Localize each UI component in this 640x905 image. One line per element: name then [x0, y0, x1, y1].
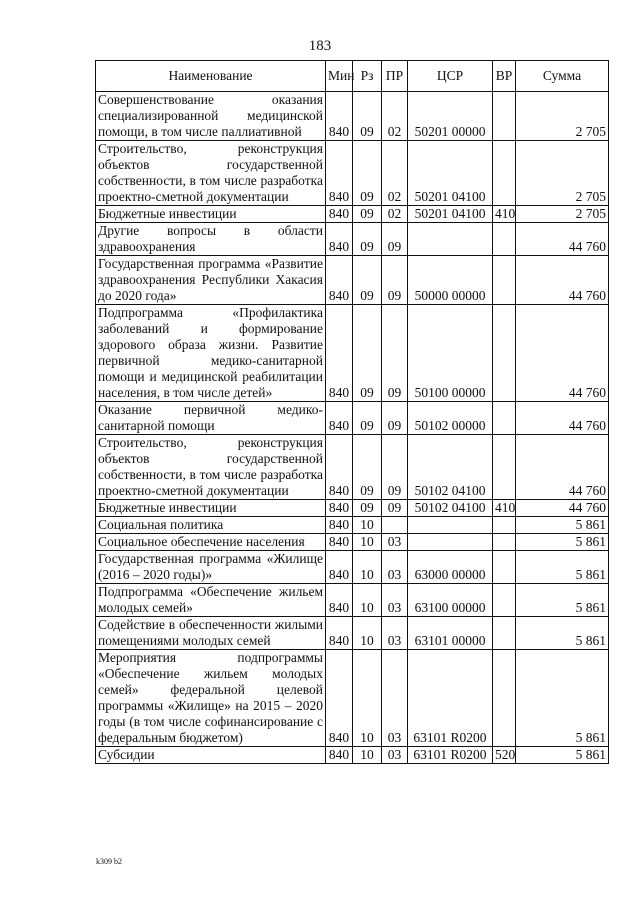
row-name-cell: Строительство, реконструкция объектов государственной собственности, в том числе разработка проектно-сметной документации	[96, 141, 326, 206]
row-rz-cell: 09	[353, 305, 382, 402]
row-sum-cell: 5 861	[516, 584, 609, 617]
row-name-cell: Оказание первичной медико-санитарной помощи	[96, 402, 326, 435]
row-rz-cell: 09	[353, 435, 382, 500]
row-vr-cell	[493, 551, 516, 584]
row-pr-cell: 02	[382, 206, 408, 223]
row-csr-cell: 63000 00000	[408, 551, 493, 584]
header-vr: ВР	[493, 61, 516, 92]
row-csr-cell: 63101 R0200	[408, 747, 493, 764]
row-sum-cell: 44 760	[516, 402, 609, 435]
header-name: Наименование	[96, 61, 326, 92]
row-min-cell: 840	[326, 500, 353, 517]
row-sum-cell: 2 705	[516, 206, 609, 223]
row-min-cell: 840	[326, 551, 353, 584]
row-vr-cell	[493, 402, 516, 435]
row-sum-cell: 2 705	[516, 141, 609, 206]
row-pr-cell: 09	[382, 305, 408, 402]
row-vr-cell	[493, 517, 516, 534]
budget-table	[95, 60, 609, 764]
row-min-cell: 840	[326, 517, 353, 534]
table-row	[96, 92, 609, 141]
row-rz-cell: 09	[353, 256, 382, 305]
row-pr-cell: 03	[382, 584, 408, 617]
row-pr-cell: 09	[382, 435, 408, 500]
row-csr-cell: 50102 04100	[408, 500, 493, 517]
row-sum-cell: 44 760	[516, 256, 609, 305]
row-csr-cell: 63101 R0200	[408, 650, 493, 747]
row-rz-cell: 10	[353, 747, 382, 764]
row-sum-cell: 5 861	[516, 551, 609, 584]
row-rz-cell: 09	[353, 402, 382, 435]
row-min-cell: 840	[326, 256, 353, 305]
table-row	[96, 517, 609, 534]
row-min-cell: 840	[326, 747, 353, 764]
row-vr-cell	[493, 141, 516, 206]
row-csr-cell: 50201 04100	[408, 206, 493, 223]
row-sum-cell: 5 861	[516, 517, 609, 534]
row-vr-cell	[493, 435, 516, 500]
row-sum-cell: 5 861	[516, 617, 609, 650]
row-csr-cell: 50102 04100	[408, 435, 493, 500]
row-name-cell: Государственная программа «Жилище (2016 – 2020 годы)»	[96, 551, 326, 584]
page-number: 183	[308, 38, 332, 54]
row-min-cell: 840	[326, 650, 353, 747]
table-row	[96, 650, 609, 747]
row-vr-cell: 520	[493, 747, 516, 764]
row-pr-cell: 09	[382, 402, 408, 435]
row-sum-cell: 44 760	[516, 500, 609, 517]
table-row	[96, 584, 609, 617]
row-rz-cell: 10	[353, 650, 382, 747]
row-pr-cell	[382, 517, 408, 534]
row-sum-cell: 5 861	[516, 650, 609, 747]
row-csr-cell: 50102 00000	[408, 402, 493, 435]
row-rz-cell: 10	[353, 534, 382, 551]
row-name-cell: Субсидии	[96, 747, 326, 764]
row-min-cell: 840	[326, 617, 353, 650]
header-rz: Рз	[353, 61, 382, 92]
row-sum-cell: 44 760	[516, 305, 609, 402]
row-min-cell: 840	[326, 223, 353, 256]
row-vr-cell	[493, 584, 516, 617]
row-vr-cell: 410	[493, 500, 516, 517]
row-vr-cell: 410	[493, 206, 516, 223]
row-min-cell: 840	[326, 402, 353, 435]
row-sum-cell: 44 760	[516, 435, 609, 500]
table-row	[96, 141, 609, 206]
row-name-cell: Совершенствование оказания специализированной медицинской помощи, в том числе паллиативной	[96, 92, 326, 141]
row-sum-cell: 5 861	[516, 747, 609, 764]
row-name-cell: Строительство, реконструкция объектов государственной собственности, в том числе разработка проектно-сметной документации	[96, 435, 326, 500]
row-min-cell: 840	[326, 584, 353, 617]
row-rz-cell: 09	[353, 206, 382, 223]
table-row	[96, 747, 609, 764]
row-csr-cell	[408, 223, 493, 256]
row-pr-cell: 03	[382, 747, 408, 764]
row-rz-cell: 10	[353, 551, 382, 584]
row-min-cell: 840	[326, 92, 353, 141]
row-name-cell: Мероприятия подпрограммы «Обеспечение жильем молодых семей» федеральной целевой программы «Жилище» на 2015 – 2020 годы (в том числе софинансирование с федеральным бюджетом)	[96, 650, 326, 747]
row-vr-cell	[493, 256, 516, 305]
row-pr-cell: 09	[382, 500, 408, 517]
row-csr-cell: 50000 00000	[408, 256, 493, 305]
row-csr-cell: 50201 04100	[408, 141, 493, 206]
table-row	[96, 500, 609, 517]
row-pr-cell: 03	[382, 617, 408, 650]
table-row	[96, 435, 609, 500]
row-csr-cell: 63100 00000	[408, 584, 493, 617]
row-pr-cell: 03	[382, 650, 408, 747]
table-row	[96, 617, 609, 650]
row-vr-cell	[493, 305, 516, 402]
row-vr-cell	[493, 650, 516, 747]
row-pr-cell: 03	[382, 551, 408, 584]
row-pr-cell: 02	[382, 141, 408, 206]
row-name-cell: Подпрограмма «Профилактика заболеваний и формирование здорового образа жизни. Развитие первичной медико-санитарной помощи и медицинской реабилитации населения, в том числе детей»	[96, 305, 326, 402]
row-vr-cell	[493, 534, 516, 551]
footer-code: k309 b2	[96, 857, 122, 866]
row-vr-cell	[493, 617, 516, 650]
row-csr-cell: 50201 00000	[408, 92, 493, 141]
row-vr-cell	[493, 92, 516, 141]
row-pr-cell: 03	[382, 534, 408, 551]
row-min-cell: 840	[326, 435, 353, 500]
row-name-cell: Бюджетные инвестиции	[96, 206, 326, 223]
table-row	[96, 402, 609, 435]
row-pr-cell: 09	[382, 223, 408, 256]
row-vr-cell	[493, 223, 516, 256]
header-pr: ПР	[382, 61, 408, 92]
row-name-cell: Бюджетные инвестиции	[96, 500, 326, 517]
table-row	[96, 305, 609, 402]
row-csr-cell: 50100 00000	[408, 305, 493, 402]
row-csr-cell: 63101 00000	[408, 617, 493, 650]
table-header-row	[96, 61, 609, 92]
row-rz-cell: 09	[353, 500, 382, 517]
row-name-cell: Социальная политика	[96, 517, 326, 534]
table-row	[96, 256, 609, 305]
row-min-cell: 840	[326, 206, 353, 223]
row-min-cell: 840	[326, 305, 353, 402]
table-row	[96, 534, 609, 551]
row-name-cell: Другие вопросы в области здравоохранения	[96, 223, 326, 256]
row-csr-cell	[408, 517, 493, 534]
header-sum: Сумма	[516, 61, 609, 92]
row-min-cell: 840	[326, 141, 353, 206]
table-row	[96, 206, 609, 223]
row-name-cell: Государственная программа «Развитие здравоохранения Республики Хакасия до 2020 года»	[96, 256, 326, 305]
row-name-cell: Социальное обеспечение населения	[96, 534, 326, 551]
row-name-cell: Содействие в обеспеченности жилыми помещениями молодых семей	[96, 617, 326, 650]
row-sum-cell: 2 705	[516, 92, 609, 141]
row-rz-cell: 09	[353, 141, 382, 206]
row-rz-cell: 10	[353, 517, 382, 534]
row-pr-cell: 09	[382, 256, 408, 305]
row-csr-cell	[408, 534, 493, 551]
row-rz-cell: 10	[353, 584, 382, 617]
row-rz-cell: 09	[353, 92, 382, 141]
row-name-cell: Подпрограмма «Обеспечение жильем молодых семей»	[96, 584, 326, 617]
row-rz-cell: 09	[353, 223, 382, 256]
row-sum-cell: 5 861	[516, 534, 609, 551]
header-csr: ЦСР	[408, 61, 493, 92]
row-pr-cell: 02	[382, 92, 408, 141]
table-row	[96, 551, 609, 584]
row-rz-cell: 10	[353, 617, 382, 650]
header-min: Мин	[326, 61, 353, 92]
row-sum-cell: 44 760	[516, 223, 609, 256]
table-row	[96, 223, 609, 256]
row-min-cell: 840	[326, 534, 353, 551]
